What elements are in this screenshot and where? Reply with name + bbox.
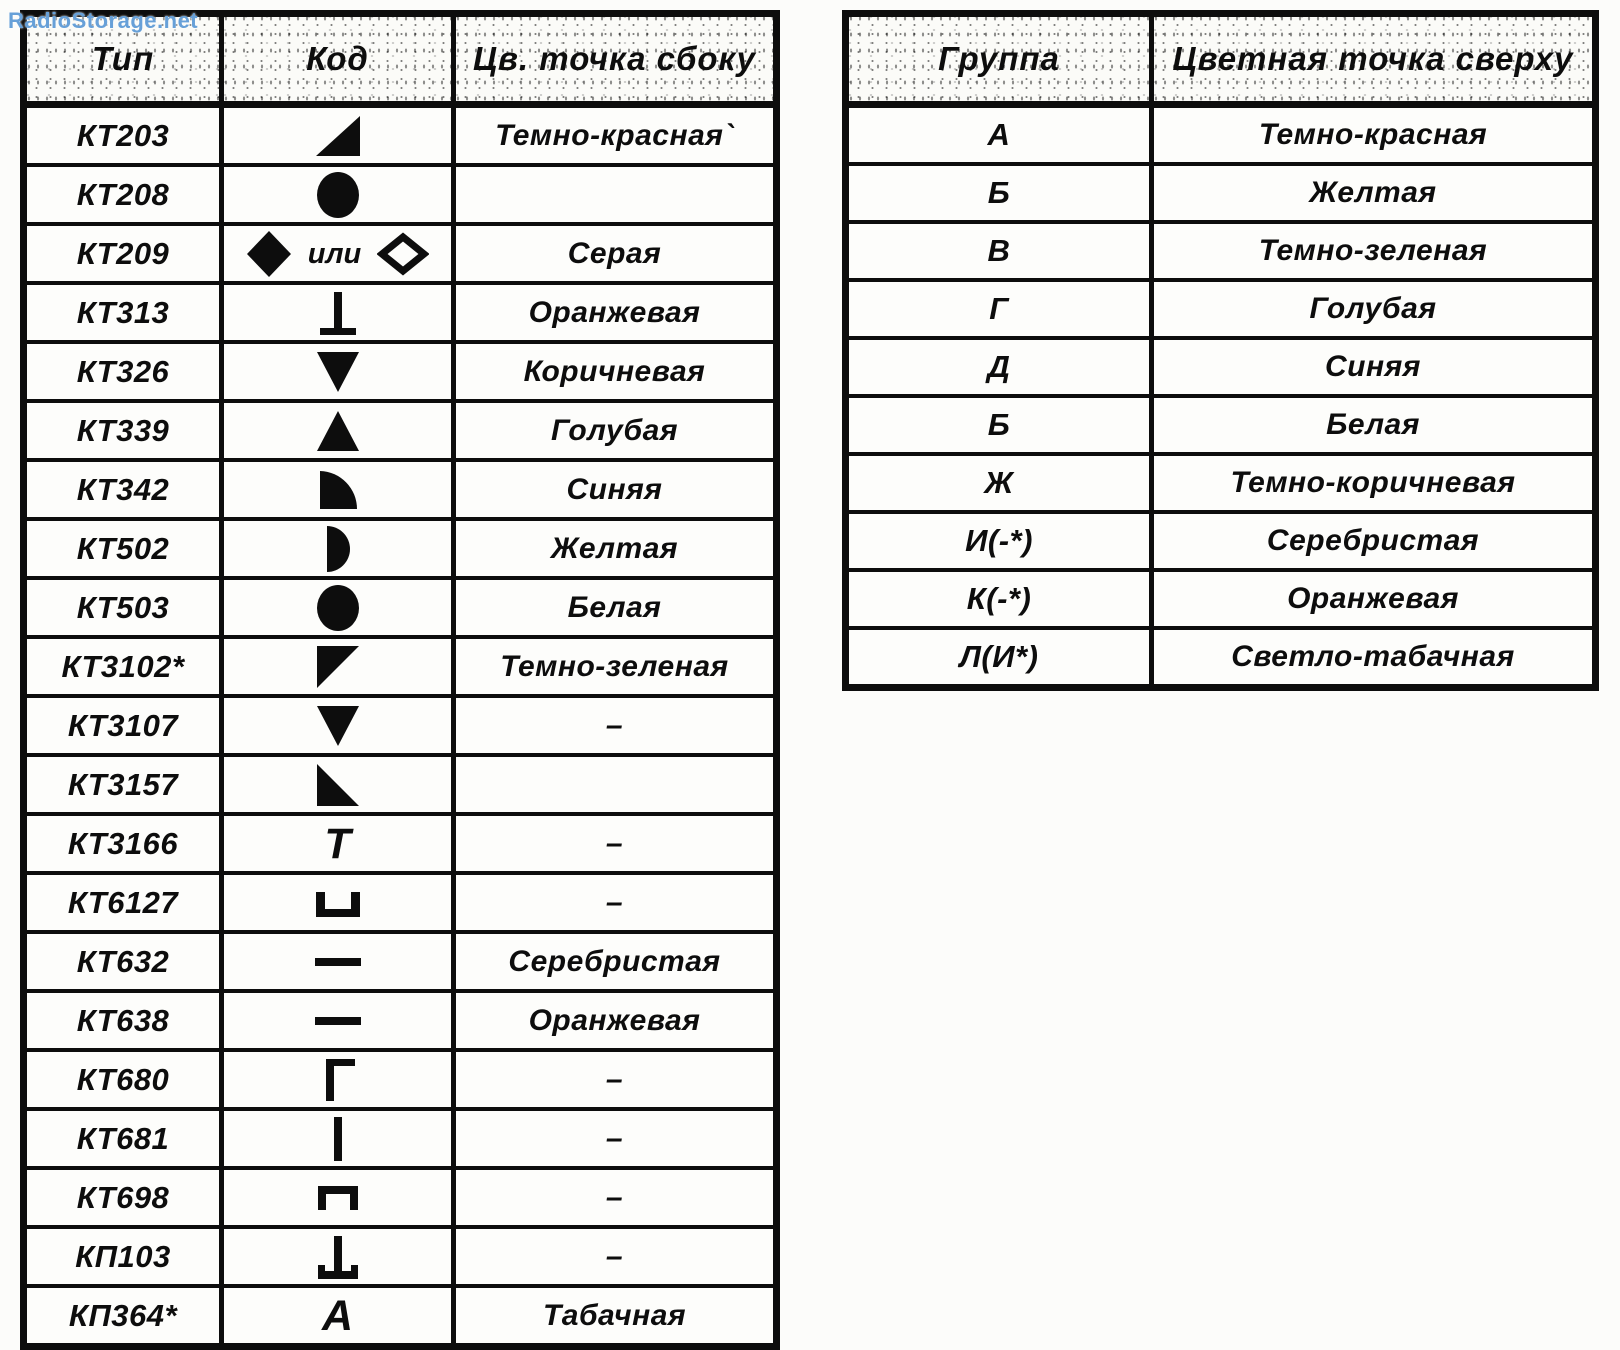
type-table-row <box>24 1286 777 1347</box>
top-dot-color-cell: Темно-красная <box>1152 105 1596 165</box>
side-dot-color-cell: Оранжевая <box>454 283 777 342</box>
top-dot-color-cell: Светло-табачная <box>1152 628 1596 688</box>
code-symbol-cell <box>222 578 454 637</box>
transistor-code-table <box>20 10 780 1350</box>
top-dot-color-cell: Голубая <box>1152 280 1596 338</box>
side-dot-color-cell: Синяя <box>454 460 777 519</box>
type-cell: КТ203 <box>24 105 222 166</box>
col-header-code: Код <box>222 14 454 105</box>
side-dot-color-cell: – <box>454 696 777 755</box>
type-cell: КТ326 <box>24 342 222 401</box>
code-symbol-cell <box>222 696 454 755</box>
code-symbol-cell <box>222 1227 454 1286</box>
type-cell: КТ313 <box>24 283 222 342</box>
type-table-body <box>24 105 777 1347</box>
type-cell: КП103 <box>24 1227 222 1286</box>
side-dot-color-cell: Темно-зеленая <box>454 637 777 696</box>
tack-up-serif-icon <box>313 1234 363 1280</box>
group-table-row <box>846 454 1596 512</box>
side-dot-color-cell: – <box>454 1168 777 1227</box>
code-symbol-cell <box>222 519 454 578</box>
side-dot-color-cell <box>454 165 777 224</box>
group-cell: Д <box>846 338 1152 396</box>
group-cell: А <box>846 105 1152 165</box>
dash-thick-icon <box>314 1016 362 1026</box>
group-table-row <box>846 222 1596 280</box>
group-table-row <box>846 512 1596 570</box>
type-cell: КТ339 <box>24 401 222 460</box>
type-cell: КТ638 <box>24 991 222 1050</box>
code-symbol-cell <box>222 1050 454 1109</box>
code-symbol-cell <box>222 401 454 460</box>
code-letter: Т <box>324 819 351 868</box>
triangle-lower-left-icon <box>316 763 360 807</box>
top-dot-color-cell: Темно-коричневая <box>1152 454 1596 512</box>
code-symbol-cell <box>222 105 454 166</box>
type-table-row <box>24 1109 777 1168</box>
type-table-row <box>24 814 777 873</box>
side-dot-color-cell: – <box>454 1227 777 1286</box>
side-dot-color-cell: – <box>454 1109 777 1168</box>
col-header-type: Тип <box>24 14 222 105</box>
group-cell: К(-*) <box>846 570 1152 628</box>
type-table-row <box>24 1227 777 1286</box>
type-table-row <box>24 873 777 932</box>
type-table-row <box>24 165 777 224</box>
type-cell: КТ502 <box>24 519 222 578</box>
side-dot-color-cell: Желтая <box>454 519 777 578</box>
col-header-side-dot-color: Цв. точка сбоку <box>454 14 777 105</box>
group-table-row <box>846 570 1596 628</box>
code-symbol-cell <box>222 1109 454 1168</box>
code-symbol-cell <box>222 1286 454 1347</box>
diamond-filled-icon <box>246 230 292 278</box>
header-row <box>846 14 1596 105</box>
top-dot-color-cell: Белая <box>1152 396 1596 454</box>
type-cell: КТ632 <box>24 932 222 991</box>
code-symbol-cell <box>222 342 454 401</box>
type-cell: КТ3157 <box>24 755 222 814</box>
group-table-row <box>846 338 1596 396</box>
gamma-corner-icon <box>320 1058 356 1102</box>
type-table-row <box>24 342 777 401</box>
side-dot-color-cell: – <box>454 1050 777 1109</box>
group-cell: Б <box>846 396 1152 454</box>
side-dot-color-cell: Коричневая <box>454 342 777 401</box>
col-header-group: Группа <box>846 14 1152 105</box>
type-table-row <box>24 637 777 696</box>
bar-vertical-icon <box>333 1116 343 1162</box>
half-circle-right-icon <box>325 525 351 573</box>
type-cell: КТ3166 <box>24 814 222 873</box>
top-dot-color-cell: Синяя <box>1152 338 1596 396</box>
group-table-row <box>846 164 1596 222</box>
group-cell: Г <box>846 280 1152 338</box>
triangle-upper-left-icon <box>316 645 360 689</box>
bracket-down-icon <box>317 1185 359 1211</box>
code-symbol-cell <box>222 637 454 696</box>
triangle-lower-right-icon <box>315 115 361 157</box>
type-cell: КП364* <box>24 1286 222 1347</box>
col-header-top-dot-color: Цветная точка сверху <box>1152 14 1596 105</box>
group-cell: Б <box>846 164 1152 222</box>
side-dot-color-cell: Серая <box>454 224 777 283</box>
tack-up-icon <box>315 290 361 336</box>
top-dot-color-cell: Серебристая <box>1152 512 1596 570</box>
code-symbol-cell <box>222 460 454 519</box>
group-cell: Ж <box>846 454 1152 512</box>
code-symbol-cell <box>222 165 454 224</box>
watermark: RadioStorage.net <box>8 8 199 33</box>
circle-filled-icon <box>316 171 360 219</box>
code-symbol-cell <box>222 991 454 1050</box>
group-table-row <box>846 396 1596 454</box>
type-table-row <box>24 283 777 342</box>
type-cell: КТ680 <box>24 1050 222 1109</box>
side-dot-color-cell: Белая <box>454 578 777 637</box>
type-cell: КТ209 <box>24 224 222 283</box>
side-dot-color-cell <box>454 755 777 814</box>
type-cell: КТ6127 <box>24 873 222 932</box>
group-cell: Л(И*) <box>846 628 1152 688</box>
type-table-row <box>24 755 777 814</box>
side-dot-color-cell: Табачная <box>454 1286 777 1347</box>
group-table-row <box>846 105 1596 165</box>
type-cell: КТ208 <box>24 165 222 224</box>
group-cell: И(-*) <box>846 512 1152 570</box>
side-dot-color-cell: Голубая <box>454 401 777 460</box>
type-cell: КТ503 <box>24 578 222 637</box>
top-dot-color-cell: Темно-зеленая <box>1152 222 1596 280</box>
group-table-header <box>846 14 1596 105</box>
triangle-down-icon <box>315 351 361 393</box>
bracket-up-icon <box>314 888 362 918</box>
quarter-circle-top-right-icon <box>318 470 358 510</box>
diamond-outline-icon <box>377 232 429 276</box>
code-symbol-cell <box>222 1168 454 1227</box>
type-table-row <box>24 696 777 755</box>
top-dot-color-cell: Желтая <box>1152 164 1596 222</box>
type-table-row <box>24 224 777 283</box>
type-cell: КТ342 <box>24 460 222 519</box>
code-letter: А <box>321 1291 354 1340</box>
code-word: или <box>307 237 362 270</box>
type-table-row <box>24 1168 777 1227</box>
code-symbol-cell <box>222 932 454 991</box>
side-dot-color-cell: – <box>454 814 777 873</box>
type-table-row <box>24 578 777 637</box>
type-cell: КТ698 <box>24 1168 222 1227</box>
type-table-row <box>24 105 777 166</box>
side-dot-color-cell: Оранжевая <box>454 991 777 1050</box>
type-cell: КТ3107 <box>24 696 222 755</box>
top-dot-color-cell: Оранжевая <box>1152 570 1596 628</box>
type-cell: КТ681 <box>24 1109 222 1168</box>
code-symbol-cell <box>222 755 454 814</box>
code-symbol-cell <box>222 283 454 342</box>
type-table-row <box>24 460 777 519</box>
type-table-row <box>24 401 777 460</box>
type-table-row <box>24 1050 777 1109</box>
dash-thick-icon <box>314 957 362 967</box>
code-symbol-cell <box>222 814 454 873</box>
side-dot-color-cell: Серебристая <box>454 932 777 991</box>
code-symbol-cell <box>222 224 454 283</box>
type-table-row <box>24 932 777 991</box>
type-table-row <box>24 519 777 578</box>
group-table-row <box>846 628 1596 688</box>
triangle-up-icon <box>316 410 360 452</box>
group-table-row <box>846 280 1596 338</box>
group-color-table <box>842 10 1599 691</box>
side-dot-color-cell: Темно-красная` <box>454 105 777 166</box>
group-cell: В <box>846 222 1152 280</box>
group-table-body <box>846 105 1596 688</box>
type-table-row <box>24 991 777 1050</box>
side-dot-color-cell: – <box>454 873 777 932</box>
circle-filled-icon <box>316 584 360 632</box>
type-cell: КТ3102* <box>24 637 222 696</box>
triangle-down-icon <box>315 705 361 747</box>
code-symbol-cell <box>222 873 454 932</box>
